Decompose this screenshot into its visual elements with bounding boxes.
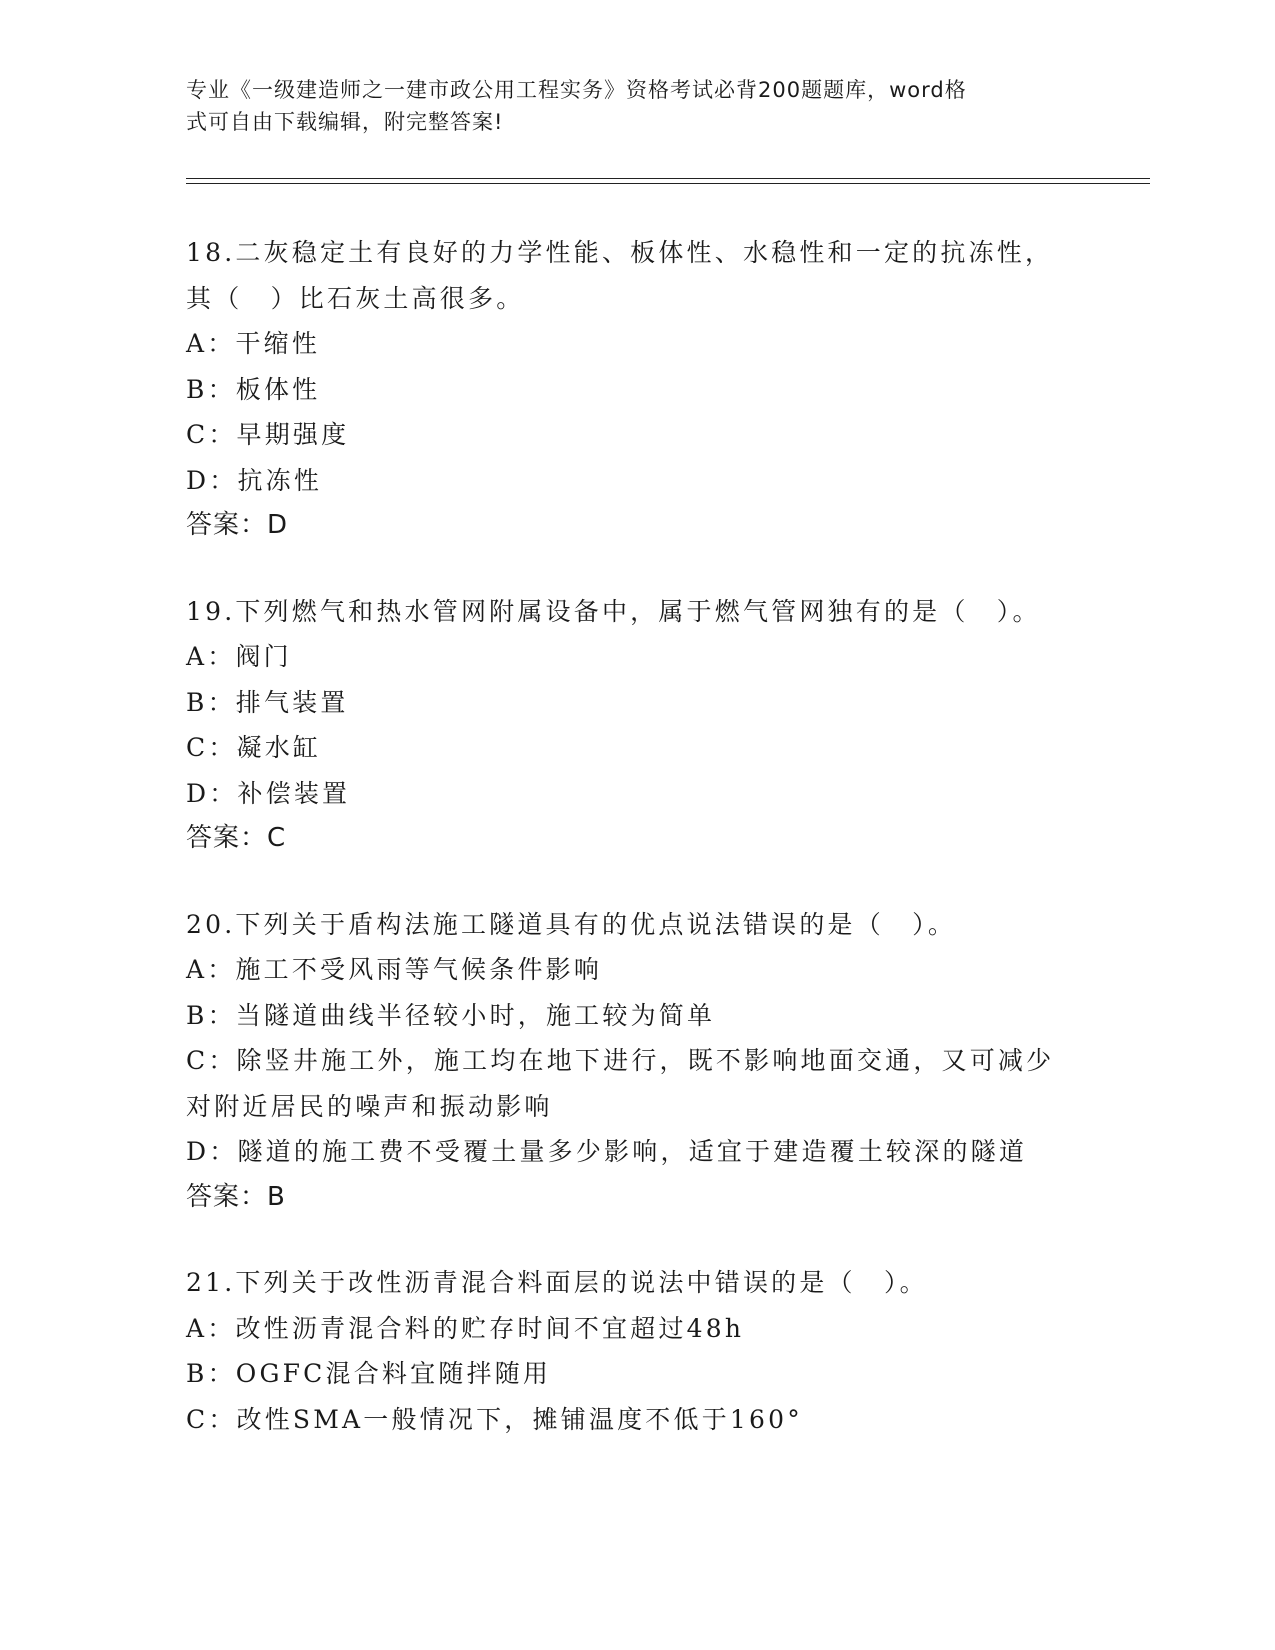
option-b: B：当隧道曲线半径较小时，施工较为简单 xyxy=(186,1000,716,1030)
document-intro xyxy=(186,74,1066,138)
option-b: B：排气装置 xyxy=(186,687,349,717)
option-a: A：阀门 xyxy=(186,642,292,671)
header-divider-bottom xyxy=(186,183,1150,184)
question-20 xyxy=(186,902,1086,1221)
option-d: D：补偿装置 xyxy=(186,778,351,808)
answer-label: 答案：D xyxy=(186,510,289,540)
question-stem-line: 18.二灰稳定土有良好的力学性能、板体性、水稳性和一定的抗冻性， xyxy=(186,238,1054,267)
question-stem-line: 20.下列关于盾构法施工隧道具有的优点说法错误的是（ ）。 xyxy=(186,909,957,939)
question-stem-line: 21.下列关于改性沥青混合料面层的说法中错误的是（ ）。 xyxy=(186,1268,928,1297)
answer-label: 答案：C xyxy=(186,823,287,853)
option-a: A：改性沥青混合料的贮存时间不宜超过48h xyxy=(186,1313,745,1343)
option-c: C：凝水缸 xyxy=(186,733,322,762)
option-d: D：隧道的施工费不受覆土量多少影响，适宜于建造覆土较深的隧道 xyxy=(186,1137,1028,1166)
option-c: C：早期强度 xyxy=(186,420,350,449)
option-d: D：抗冻性 xyxy=(186,465,323,495)
option-c: C：除竖井施工外，施工均在地下进行，既不影响地面交通，又可减少 xyxy=(186,1046,1055,1075)
option-a: A：施工不受风雨等气候条件影响 xyxy=(186,955,603,984)
question-21 xyxy=(186,1260,1086,1442)
question-19 xyxy=(186,589,1086,862)
intro-line-1: 专业《一级建造师之一建市政公用工程实务》资格考试必背200题题库，word格 xyxy=(186,78,967,102)
intro-line-2: 式可自由下载编辑，附完整答案! xyxy=(186,110,504,134)
question-stem-line: 19.下列燃气和热水管网附属设备中，属于燃气管网独有的是（ ）。 xyxy=(186,596,1041,626)
question-18 xyxy=(186,230,1086,549)
option-a: A：干缩性 xyxy=(186,329,321,358)
question-list xyxy=(186,230,1086,1482)
header-divider-top xyxy=(186,178,1150,179)
question-stem-line: 其（ ）比石灰土高很多。 xyxy=(186,283,525,313)
option-b: B：板体性 xyxy=(186,374,321,404)
option-c: C：改性SMA一般情况下，摊铺温度不低于160° xyxy=(186,1404,803,1434)
answer-label: 答案：B xyxy=(186,1181,286,1212)
option-b: B：OGFC混合料宜随拌随用 xyxy=(186,1359,552,1388)
option-c-continued: 对附近居民的噪声和振动影响 xyxy=(186,1091,553,1121)
